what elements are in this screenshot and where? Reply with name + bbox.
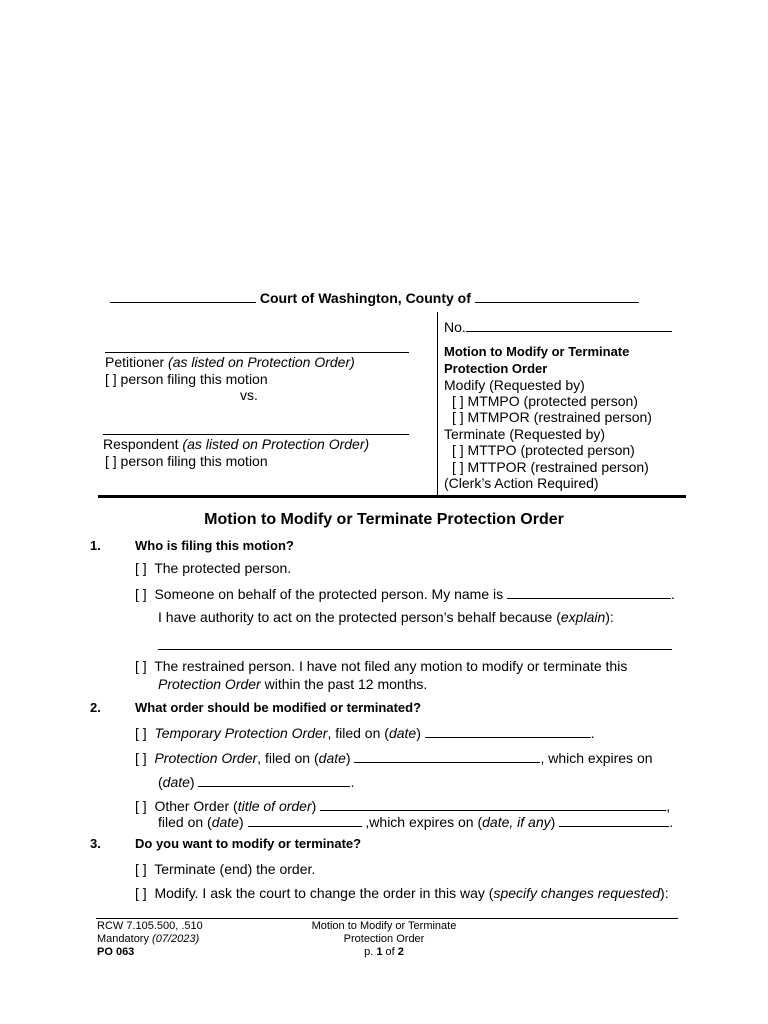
s2-opt3-text: Other Order ( (154, 798, 238, 814)
s2-opt3-cont: filed on (date) ,which expires on (date, if any) . (158, 814, 674, 830)
footer-mandatory-label: Mandatory (97, 933, 149, 945)
s1-authority-italic: explain (560, 609, 606, 625)
respondent-label (103, 436, 369, 452)
case-number (444, 317, 672, 335)
s3-opt2[interactable] (135, 885, 669, 901)
footer-title-2: Protection Order (343, 933, 425, 945)
s3-opt2-checkbox[interactable]: [ ] (135, 885, 147, 901)
petitioner-name-line (105, 352, 409, 353)
respondent-note: (as listed on Protection Order) (182, 436, 370, 452)
s2-opt2-exp-paren: ) (189, 774, 195, 790)
petitioner-checkbox[interactable]: [ ] person filing this motion (105, 371, 268, 387)
s3-opt2-end: ): (660, 885, 669, 901)
s2-opt2-cont: (date) . (158, 774, 355, 790)
case-title-2: Protection Order (444, 361, 548, 376)
s1-authority-text: I have authority to act on the protected person’s behalf because ( (158, 609, 561, 625)
court-header-text: Court of Washington, County of (259, 290, 471, 306)
petitioner-label-text: Petitioner (105, 354, 165, 370)
county-blank (475, 288, 639, 303)
s3-opt2-text: Modify. I ask the court to change the order in this way ( (154, 885, 494, 901)
respondent-label-text: Respondent (103, 436, 179, 452)
s1-opt3-italic: Protection Order (158, 676, 261, 692)
case-number-label: No. (444, 319, 466, 335)
s1-opt1[interactable] (135, 560, 291, 576)
modify-label: Modify (Requested by) (444, 377, 585, 393)
clerk-note: (Clerk’s Action Required) (444, 475, 599, 491)
terminate-label: Terminate (Requested by) (444, 426, 606, 442)
s2-opt2-checkbox[interactable]: [ ] (135, 750, 147, 766)
section-2-number: 2. (90, 700, 101, 715)
footer-rcw: RCW 7.105.500, .510 (97, 920, 203, 932)
document-title: Motion to Modify or Terminate Protection Order (204, 511, 564, 528)
s2-opt3-date-blank[interactable] (248, 812, 362, 827)
s2-opt1-italic: Temporary Protection Order (154, 725, 328, 741)
s1-opt2[interactable]: [ ] Someone on behalf of the protected person. My name is . (135, 586, 675, 602)
s2-opt1-date-blank[interactable] (425, 723, 591, 738)
s2-opt3[interactable]: [ ] Other Order (title of order) , (135, 798, 671, 814)
section-3-question: Do you want to modify or terminate? (135, 836, 362, 851)
s2-opt3-italic: title of order (237, 798, 312, 814)
caption-divider (437, 312, 438, 495)
mttpor-checkbox[interactable]: [ ] MTTPOR (restrained person) (452, 459, 649, 475)
s2-opt2[interactable] (135, 748, 653, 766)
s2-opt3-checkbox[interactable]: [ ] (135, 798, 147, 814)
respondent-checkbox[interactable]: [ ] person filing this motion (105, 453, 268, 469)
footer-page-prefix: p. (364, 946, 377, 958)
s2-opt3-filed: filed on ( (158, 814, 212, 830)
s3-opt2-italic: specify changes requested (493, 885, 661, 901)
s2-opt3-expires-blank[interactable] (559, 812, 669, 827)
petitioner-note: (as listed on Protection Order) (168, 354, 355, 370)
s2-opt1-paren: ) (416, 725, 421, 741)
court-name-blank (110, 288, 256, 303)
footer-left (97, 920, 203, 959)
section-2-question: What order should be modified or terminated? (135, 700, 422, 715)
vs-text: vs. (240, 387, 258, 403)
s2-opt3-exp-paren: ) (550, 814, 556, 830)
s2-opt3-date: date (211, 814, 239, 830)
footer-center (284, 920, 484, 959)
case-number-blank[interactable] (466, 317, 672, 332)
s1-name-blank[interactable] (507, 584, 671, 599)
s1-opt3-cont (158, 676, 427, 692)
s1-opt2-checkbox[interactable]: [ ] (135, 586, 147, 602)
s3-opt1-text: Terminate (end) the order. (154, 861, 316, 877)
s1-opt3-text: The restrained person. I have not filed any motion to modify or terminate this (154, 658, 628, 674)
section-1-question: Who is filing this motion? (135, 538, 294, 553)
s1-opt3-line2: within the past 12 months. (260, 676, 428, 692)
s2-opt2-expires: , which expires on (540, 750, 653, 766)
mtmpo-checkbox[interactable]: [ ] MTMPO (protected person) (452, 393, 638, 409)
s2-opt3-date-if-any: date, if any (482, 814, 551, 830)
s2-opt1-checkbox[interactable]: [ ] (135, 725, 147, 741)
s2-opt2-date-blank[interactable] (354, 748, 540, 763)
mttpo-checkbox[interactable]: [ ] MTTPO (protected person) (452, 442, 635, 458)
s2-opt2-italic: Protection Order (154, 750, 258, 766)
s1-authority (158, 609, 614, 625)
s2-opt1[interactable]: [ ] Temporary Protection Order, filed on (date) . (135, 725, 595, 741)
s2-opt3-date-paren: ) (238, 814, 244, 830)
petitioner-label (105, 354, 355, 370)
s1-authority-end: ): (605, 609, 614, 625)
s2-opt3-title-blank[interactable] (320, 796, 666, 811)
s1-opt3[interactable] (135, 658, 627, 674)
footer-page-num: 1 (376, 946, 383, 958)
s1-opt2-text: Someone on behalf of the protected person. My name is (154, 586, 504, 602)
s2-opt2-date: date (318, 750, 346, 766)
court-header (110, 288, 639, 306)
footer-mandatory-date: (07/2023) (152, 933, 200, 945)
section-3-number: 3. (90, 836, 101, 851)
s2-opt2-expires-blank[interactable] (198, 772, 350, 787)
s2-opt3-which-expires: ,which expires on ( (361, 814, 483, 830)
section-1-number: 1. (90, 538, 101, 553)
s3-opt1-checkbox[interactable]: [ ] (135, 861, 147, 877)
case-title-1: Motion to Modify or Terminate (444, 344, 630, 359)
respondent-name-line (103, 434, 409, 435)
footer-mandatory (97, 933, 203, 946)
s2-opt2-paren: ) (345, 750, 351, 766)
s2-opt2-exp-date: date (162, 774, 190, 790)
s1-opt1-checkbox[interactable]: [ ] (135, 560, 147, 576)
footer-form-number: PO 063 (97, 946, 135, 958)
footer-page-total: 2 (397, 946, 404, 958)
footer-page (284, 946, 484, 959)
s2-opt3-paren: ) (311, 798, 317, 814)
s2-opt1-date: date (388, 725, 417, 741)
s1-explain-line[interactable] (158, 649, 672, 650)
s2-opt1-text: , filed on ( (327, 725, 389, 741)
thick-rule (98, 495, 686, 498)
s1-opt3-checkbox[interactable]: [ ] (135, 658, 147, 674)
s1-opt1-text: The protected person. (154, 560, 292, 576)
footer-rule (96, 918, 678, 919)
s2-opt2-text: , filed on ( (257, 750, 319, 766)
mtmpor-checkbox[interactable]: [ ] MTMPOR (restrained person) (452, 409, 652, 425)
footer-page-of: of (382, 946, 398, 958)
s3-opt1[interactable] (135, 861, 315, 877)
footer-title-1: Motion to Modify or Terminate (311, 920, 457, 932)
